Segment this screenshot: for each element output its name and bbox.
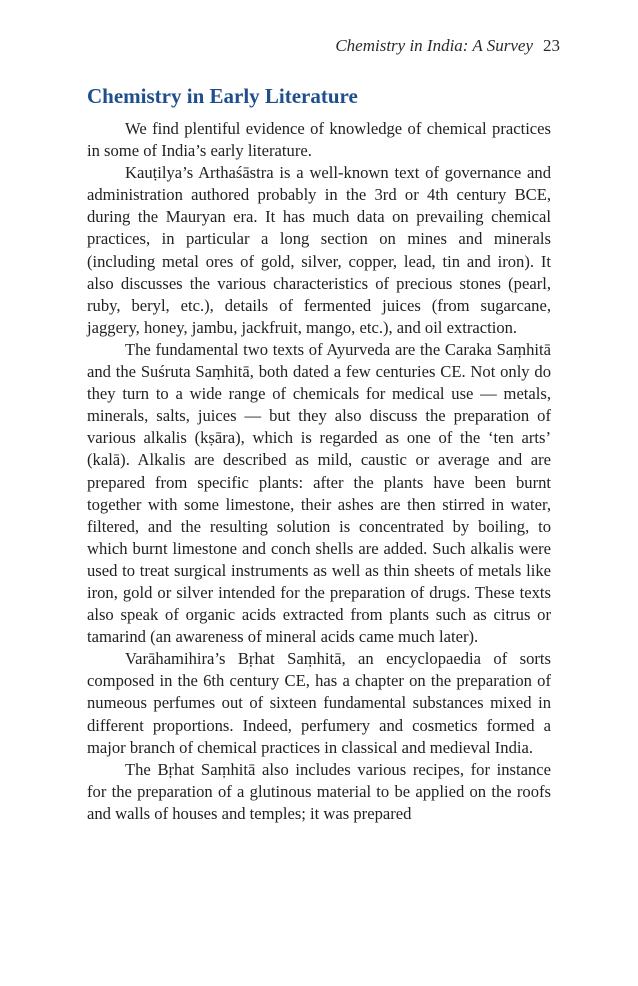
paragraph: Varāhamihira’s Bṛhat Saṃhitā, an encyclopaedia of sorts composed in the 6th century CE, has a chapter on the preparation of numeous perfumes out of sixteen fundamental substances mixed in different proportions. Indeed, perfumery and cosmetics formed a major branch of chemical practices in classical and medieval India.: [87, 649, 551, 757]
paragraph: Kauṭilya’s Arthaśāstra is a well-known text of governance and administration authored probably in the 3rd or 4th century BCE, during the Mauryan era. It has much data on prevailing chemical practices, in particular a long section on mines and minerals (including metal ores of gold, silver, copper, lead, tin and iron). It also discusses the various characteristics of precious stones (pearl, ruby, beryl, etc.), details of fermented juices (from sugarcane, jaggery, honey, jambu, jackfruit, mango, etc.), and oil extraction.: [87, 163, 551, 337]
paragraph: The Bṛhat Saṃhitā also includes various recipes, for instance for the preparation of a glutinous material to be applied on the roofs and walls of houses and temples; it was prepared: [87, 759, 551, 823]
paragraph: The fundamental two texts of Ayurveda are the Caraka Saṃhitā and the Suśruta Saṃhitā, both dated a few centuries CE. Not only do they turn to a wide range of chemicals for medical use — metals, minerals, salts, juices — but they also discuss the preparation of various alkalis (kṣāra), which is regarded as one of the ‘ten arts’ (kalā). Alkalis are described as mild, caustic or average and are prepared from specific plants: after the plants have been burnt together with some limestone, their ashes are then stirred in water, filtered, and the resulting solution is concentrated by boiling, to which burnt limestone and conch shells are added. Such alkalis were used to treat surgical instruments as well as thin sheets of metals like iron, gold or silver intended for the preparation of drugs. These texts also speak of organic acids extracted from plants such as citrus or tamarind (an awareness of mineral acids came much later).: [87, 339, 551, 647]
page-number: 23: [543, 36, 560, 55]
running-header: [335, 36, 560, 56]
running-title: Chemistry in India: A Survey: [335, 36, 533, 55]
section-heading: Chemistry in Early Literature: [87, 84, 358, 108]
body-text: [87, 118, 551, 825]
paragraph: We find plentiful evidence of knowledge of chemical practices in some of India’s early literature.: [87, 119, 551, 161]
